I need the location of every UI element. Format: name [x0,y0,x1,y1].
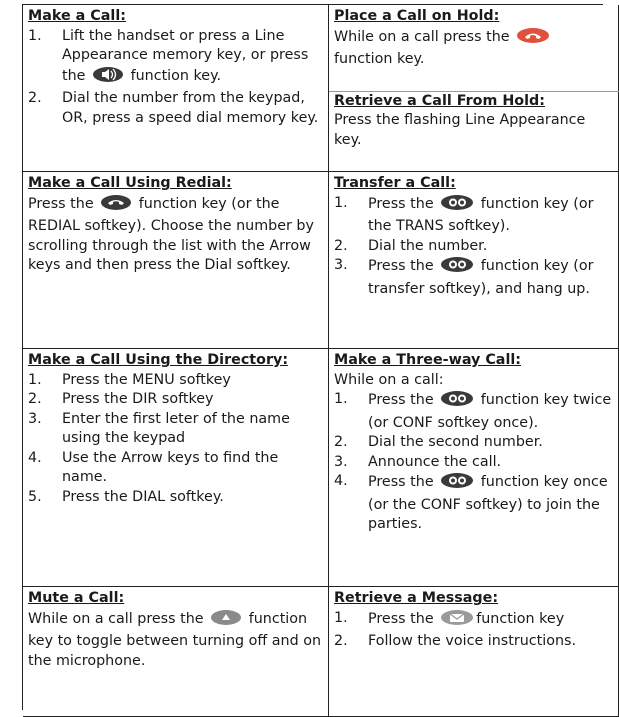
message-steps [334,609,613,652]
hold-key-icon [516,27,550,51]
three-way-title: Make a Three-way Call: [334,352,521,368]
hold-title: Place a Call on Hold: [334,8,500,24]
list-item: 3. Press the function key (or transfer softkey), and hang up. [334,257,594,297]
transfer-conf-key-icon [440,194,474,218]
redial-cell [23,172,329,349]
redial-text: Press the function key (or the REDIAL softkey). Choose the number by scrolling through the list with the Arrow keys and then press the Dial softkey. [28,195,314,273]
list-item: 1. Press the function key (or the TRANS softkey). [334,194,594,234]
mute-cell [23,587,329,717]
list-item: 2. Follow the voice instructions. [334,633,577,649]
list-item: 3. Enter the first leter of the name using the keypad [28,410,290,446]
list-item: 2. Dial the number from the keypad, OR, press a speed dial memory key. [28,90,319,126]
mute-text: While on a call press the function key to toggle between turning off and on the microphone. [28,610,322,669]
transfer-conf-key-icon [440,390,474,414]
list-item: 2. Press the DIR softkey [28,391,214,407]
directory-cell [23,349,329,587]
transfer-conf-key-icon [440,472,474,496]
make-call-cell [23,5,329,172]
transfer-conf-key-icon [440,256,474,280]
redial-title: Make a Call Using Redial: [28,175,232,191]
retrieve-hold-text: Press the flashing Line Appearance key. [334,112,586,148]
hold-divider [329,91,619,92]
list-item: 1. Press the function key twice (or CONF softkey once). [334,391,612,431]
make-call-title: Make a Call: [28,8,126,24]
list-item: 4. Use the Arrow keys to find the name. [28,449,279,485]
three-way-intro: While on a call: [334,371,444,388]
transfer-title: Transfer a Call: [334,175,456,191]
transfer-cell [329,172,619,349]
directory-title: Make a Call Using the Directory: [28,352,289,368]
transfer-steps [334,194,613,300]
three-way-cell [329,349,619,587]
list-item: 2. Dial the second number. [334,434,543,450]
directory-steps [28,371,323,508]
make-call-steps [28,27,323,129]
list-item: 1. Lift the handset or press a Line Appearance memory key, or press the function key. [28,27,323,90]
message-cell [329,587,619,717]
mute-title: Mute a Call: [28,590,125,606]
redial-key-icon [100,194,132,218]
hold-text: While on a call press the function key. [334,27,613,70]
hold-cell [329,5,619,172]
mute-key-icon [210,609,242,633]
list-item: 3. Announce the call. [334,453,502,470]
three-way-steps [334,390,613,535]
quick-reference-table [22,4,612,710]
list-item: 1. Press the function key [334,609,613,633]
message-title: Retrieve a Message: [334,590,499,606]
speaker-key-icon [92,66,124,90]
list-item: 2. Dial the number. [334,237,488,254]
list-item: 1. Press the MENU softkey [28,371,231,388]
list-item: 4. Press the function key once (or the CONF softkey) to join the parties. [334,473,608,532]
retrieve-hold-title: Retrieve a Call From Hold: [334,92,545,109]
message-key-icon [440,609,474,633]
list-item: 5. Press the DIAL softkey. [28,488,224,505]
